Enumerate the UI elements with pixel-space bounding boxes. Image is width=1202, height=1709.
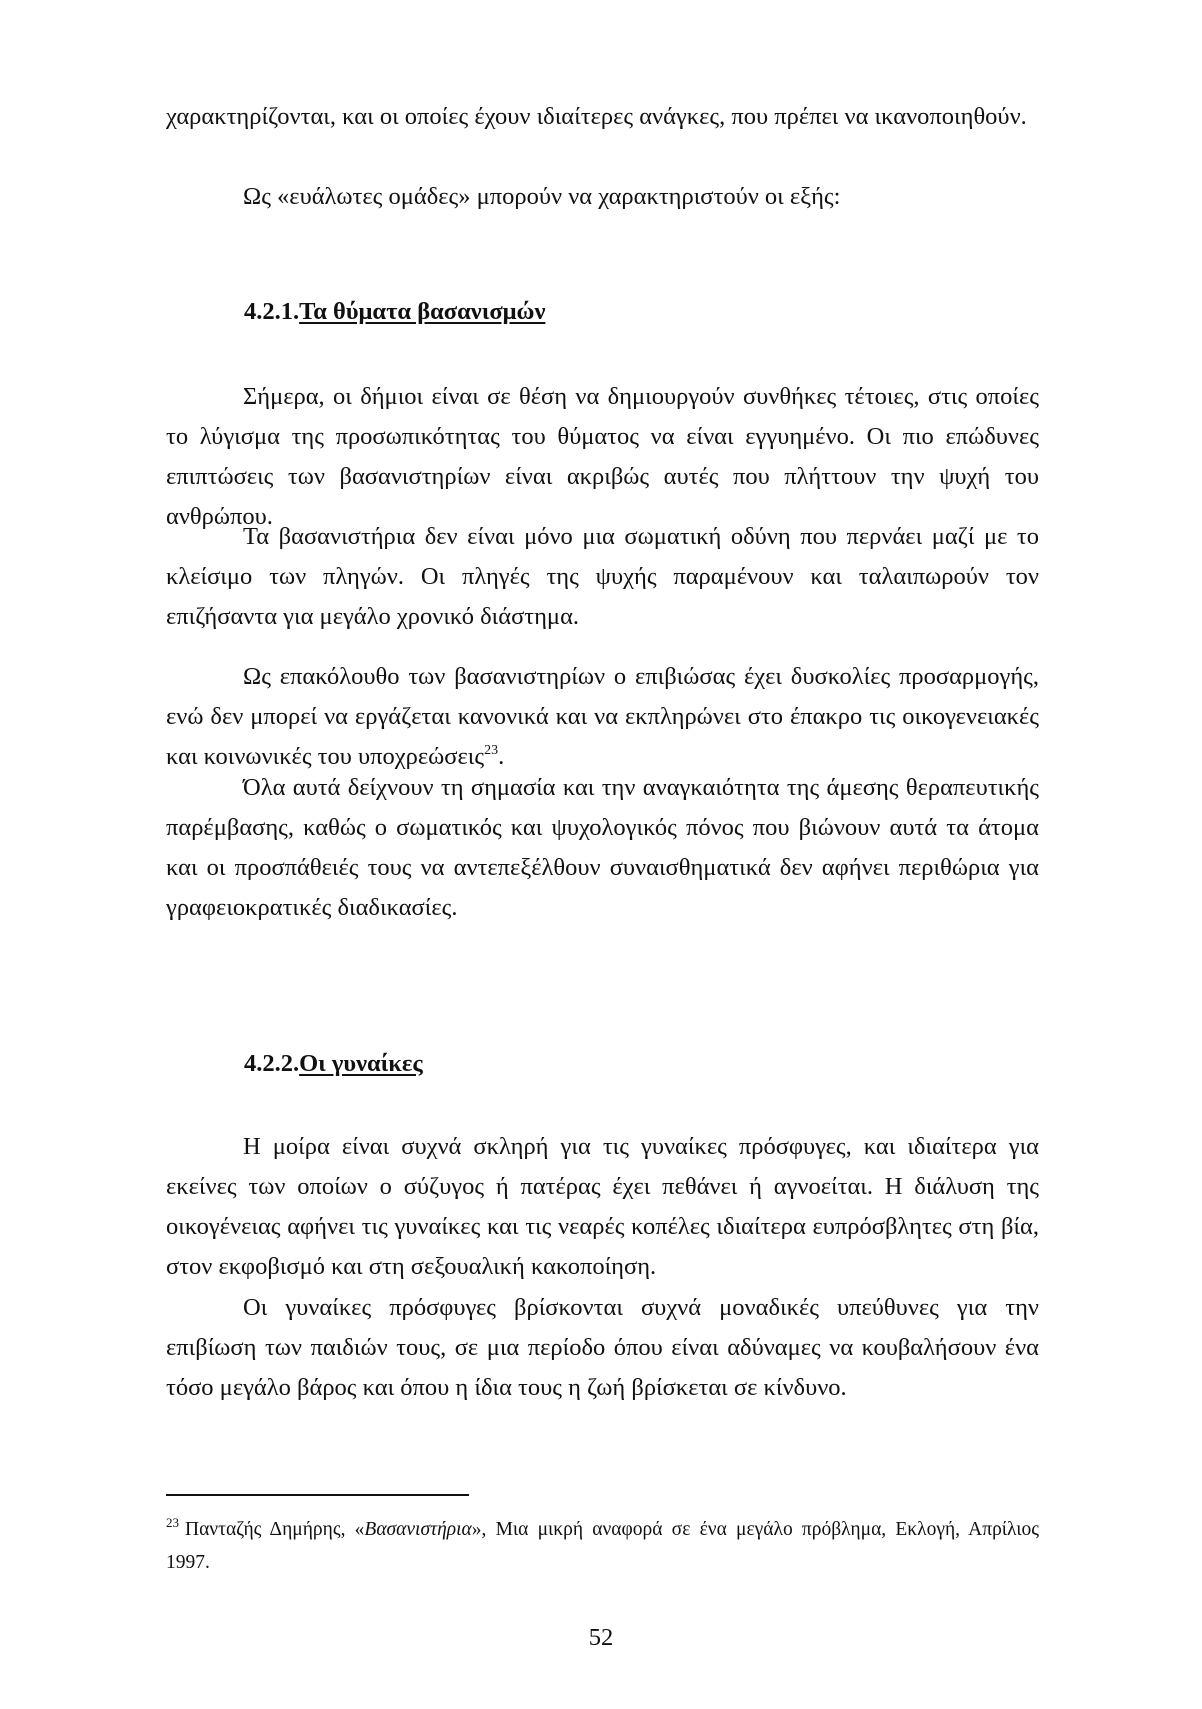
women-paragraph-2: Οι γυναίκες πρόσφυγες βρίσκονται συχνά μοναδικές υπεύθυνες για την επιβίωση των παιδιών τους, σε μια περίοδο όπου είναι αδύναμες να κουβαλήσουν ένα τόσο μεγάλο βάρος και όπου η ίδια τους η ζωή βρίσκεται σε κίνδυνο. <box>166 1294 1039 1401</box>
section-heading-women <box>244 1049 423 1079</box>
footnote-author: Πανταζής Δημήρης, « <box>185 1519 365 1540</box>
intro-lead: Ως «ευάλωτες ομάδες» μπορούν να χαρακτηριστούν οι εξής: <box>243 183 841 210</box>
victims-paragraph-3-end: . <box>498 743 505 770</box>
footnote-rest: », Μια μικρή αναφορά σε ένα μεγάλο πρόβλημα, Εκλογή, Απρίλιος 1997. <box>166 1519 1039 1573</box>
section-title: Τα θύματα βασανισμών <box>299 298 546 325</box>
women-paragraph-1: Η μοίρα είναι συχνά σκληρή για τις γυναίκες πρόσφυγες, και ιδιαίτερα για εκείνες των οποίων ο σύζυγος ή πατέρας έχει πεθάνει ή αγνοείται. Η διάλυση της οικογένειας αφήνει τις γυναίκες και τις νεαρές κοπέλες ιδιαίτερα ευπρόσβλητες στη βία, στον εκφοβισμό και στη σεξουαλική κακοποίηση. <box>166 1133 1039 1280</box>
victims-paragraph-1: Σήμερα, οι δήμιοι είναι σε θέση να δημιουργούν συνθήκες τέτοιες, στις οποίες το λύγισμα της προσωπικότητας του θύματος να είναι εγγυημένο. Οι πιο επώδυνες επιπτώσεις των βασανιστηρίων είναι ακριβώς αυτές που πλήττουν την ψυχή του ανθρώπου. <box>166 383 1039 530</box>
section-number: 4.2.2. <box>244 1050 300 1077</box>
section-heading-victims <box>244 297 545 327</box>
page-number: 52 <box>588 1624 614 1651</box>
intro-continuation: χαρακτηρίζονται, και οι οποίες έχουν ιδιαίτερες ανάγκες, που πρέπει να ικανοποιηθούν. <box>166 103 1027 130</box>
victims-paragraph-4: Όλα αυτά δείχνουν τη σημασία και την αναγκαιότητα της άμεσης θεραπευτικής παρέμβασης, καθώς ο σωματικός και ψυχολογικός πόνος που βιώνουν αυτά τα άτομα και οι προσπάθειές τους να αντεπεξέλθουν συναισθηματικά δεν αφήνει περιθώρια για γραφειοκρατικές διαδικασίες. <box>166 774 1039 921</box>
footnote <box>166 1513 1039 1579</box>
footnote-work-title: Βασανιστήρια <box>364 1519 472 1540</box>
section-number: 4.2.1. <box>244 298 300 325</box>
victims-paragraph-2: Τα βασανιστήρια δεν είναι μόνο μια σωματική οδύνη που περνάει μαζί με το κλείσιμο των πληγών. Οι πληγές της ψυχής παραμένουν και ταλαιπωρούν τον επιζήσαντα για μεγάλο χρονικό διάστημα. <box>166 523 1039 630</box>
section-title: Οι γυναίκες <box>299 1050 423 1077</box>
footnote-marker: 23 <box>166 1515 179 1530</box>
footnote-separator <box>166 1494 469 1496</box>
victims-paragraph-3 <box>166 657 1039 777</box>
footnote-reference: 23 <box>484 743 499 758</box>
victims-paragraph-3-text: Ως επακόλουθο των βασανιστηρίων ο επιβιώσας έχει δυσκολίες προσαρμογής, ενώ δεν μπορεί να εργάζεται κανονικά και να εκπληρώνει στο έπακρο τις οικογενειακές και κοινωνικές του υποχρεώσεις <box>166 663 1039 770</box>
